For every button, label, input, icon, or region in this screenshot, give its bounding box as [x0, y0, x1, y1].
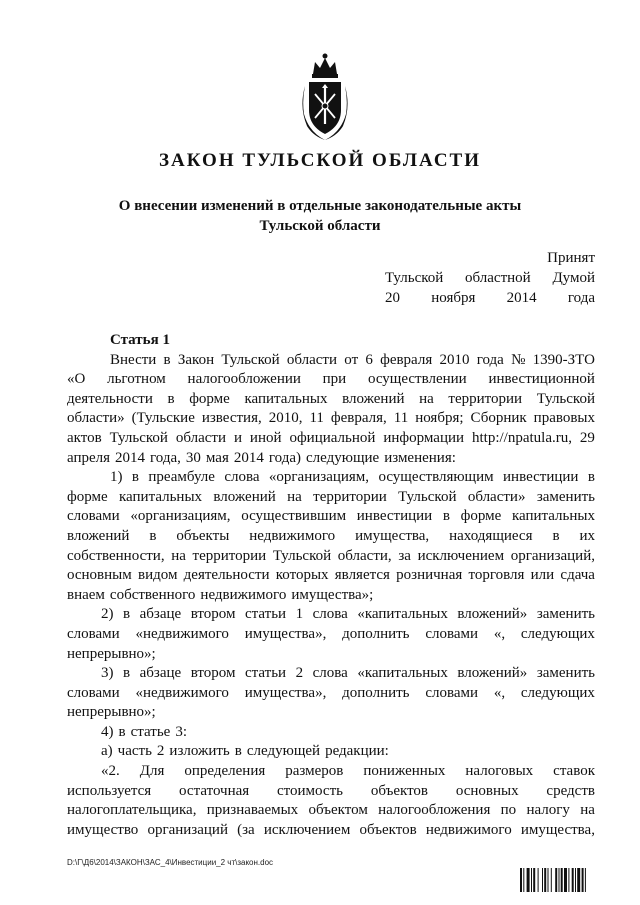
- article-word: 2010: [439, 351, 470, 368]
- article-word: пониженных: [363, 763, 446, 780]
- article-word: непрерывно»;: [67, 645, 156, 662]
- article-line: [67, 370, 595, 390]
- article-word: «недвижимого: [135, 684, 229, 701]
- article-line: [67, 723, 595, 743]
- adopted-date-part: 2014: [506, 290, 537, 306]
- article-line: [67, 684, 595, 704]
- article-word: в: [442, 508, 450, 525]
- barcode-bar: [555, 868, 557, 892]
- article-word: от: [344, 351, 359, 368]
- article-word: Тульской: [221, 351, 280, 368]
- article-line: [67, 566, 595, 586]
- article-word: осуществлении: [367, 371, 467, 388]
- article-word: ставок: [553, 763, 595, 780]
- article-word: 2010,: [268, 410, 303, 427]
- article-word: налогоплательщика,: [67, 802, 197, 819]
- article-word: объектов: [359, 821, 417, 838]
- article-word: в: [163, 351, 171, 368]
- article-word: слова: [224, 469, 260, 486]
- article-word: ноября;: [415, 410, 464, 427]
- article-word: 30: [185, 449, 201, 466]
- article-word: осуществляющим: [378, 469, 494, 486]
- article-word: иной: [249, 429, 282, 446]
- article-word: за: [398, 547, 411, 564]
- barcode-bar: [542, 868, 543, 892]
- article-word: сдача: [560, 567, 595, 584]
- article-word: статьи: [245, 665, 287, 682]
- article-word: словами: [67, 625, 120, 642]
- article-word: актов: [67, 429, 102, 446]
- article-word: организаций: [147, 821, 228, 838]
- article-word: а): [101, 743, 113, 760]
- article-word: 1390-ЗТО: [532, 351, 595, 368]
- article-word: апреля: [67, 449, 111, 466]
- article-word: правовых: [533, 410, 595, 427]
- article-word: недвижимого: [200, 586, 287, 603]
- barcode-bar: [577, 868, 580, 892]
- article-word: на: [171, 547, 186, 564]
- article-word: 11: [309, 410, 324, 427]
- article-word: словами: [67, 684, 120, 701]
- barcode-bar: [559, 868, 560, 892]
- law-title: ЗАКОН ТУЛЬСКОЙ ОБЛАСТИ: [158, 150, 482, 171]
- subtitle-line: О внесении изменений в отдельные законодательные акты: [118, 198, 522, 214]
- article-word: 1: [295, 606, 304, 623]
- article-word: налогу: [526, 802, 570, 819]
- article-word: на: [580, 802, 595, 819]
- barcode-bar: [548, 868, 549, 892]
- barcode-icon: [520, 868, 610, 892]
- article-word: осуществившим: [241, 508, 347, 525]
- article-word: преамбуле: [148, 469, 215, 486]
- article-line: [67, 351, 595, 371]
- article-word: деятельности: [183, 567, 270, 584]
- article-word: в: [149, 527, 157, 544]
- article-word: в: [552, 527, 560, 544]
- article-word: изложить: [169, 743, 230, 760]
- article-word: налогообложения: [378, 802, 491, 819]
- article-word: абзаце: [139, 665, 182, 682]
- article-word: используется: [67, 782, 152, 799]
- article-word: слова: [312, 665, 348, 682]
- article-word: года): [268, 449, 302, 466]
- article-word: форме: [189, 390, 230, 407]
- article-word: форме: [460, 508, 502, 525]
- article-word: статье: [130, 723, 171, 740]
- adopted-label: Принят: [547, 250, 595, 266]
- article-word: (за: [237, 821, 255, 838]
- article-word: деятельности: [67, 390, 153, 407]
- article-word: территории: [448, 390, 523, 407]
- article-word: области: [175, 429, 227, 446]
- article-line: [67, 664, 595, 684]
- article-word: капитальных: [244, 390, 328, 407]
- article-word: (Тульские: [131, 410, 195, 427]
- article-line: [67, 586, 595, 606]
- article-word: объекты: [176, 527, 230, 544]
- article-word: в: [167, 390, 175, 407]
- article-word: области»: [467, 488, 526, 505]
- article-line: [67, 547, 595, 567]
- article-word: слова: [312, 606, 348, 623]
- article-word: 11: [393, 410, 409, 427]
- article-word: на: [287, 488, 302, 505]
- article-text: [67, 351, 595, 841]
- article-word: в: [123, 606, 131, 623]
- article-word: Сборник: [470, 410, 527, 427]
- article-word: вложений»: [457, 665, 528, 682]
- article-word: втором: [190, 606, 236, 623]
- article-word: вложений»: [457, 606, 528, 623]
- article-word: Тульской: [272, 547, 332, 564]
- article-word: «,: [493, 684, 506, 701]
- article-word: их: [579, 527, 595, 544]
- article-word: 6: [365, 351, 373, 368]
- article-word: определения: [184, 763, 266, 780]
- barcode-bar: [523, 868, 524, 892]
- article-word: информации: [383, 429, 465, 446]
- article-word: словами: [67, 508, 120, 525]
- article-line: [67, 527, 595, 547]
- article-heading: Статья 1: [110, 332, 170, 348]
- article-word: имущества,: [520, 821, 595, 838]
- article-word: дополнить: [342, 684, 410, 701]
- article-word: размеров: [285, 763, 344, 780]
- article-word: 3:: [175, 723, 187, 740]
- article-word: вложений: [213, 488, 276, 505]
- article-word: имущества,: [355, 527, 430, 544]
- barcode-bar: [572, 868, 574, 892]
- article-word: собственности,: [67, 547, 165, 564]
- article-word: имущества»,: [244, 684, 327, 701]
- article-line: [67, 801, 595, 821]
- article-word: словами: [425, 625, 479, 642]
- article-word: мая: [205, 449, 229, 466]
- article-word: исключением: [417, 547, 505, 564]
- article-line: [67, 429, 595, 449]
- article-word: собственного: [109, 586, 196, 603]
- article-word: «,: [493, 625, 506, 642]
- article-word: 3): [101, 665, 114, 682]
- barcode-bar: [544, 868, 546, 892]
- adopted-date-part: года: [567, 290, 595, 306]
- article-word: основным: [67, 567, 132, 584]
- article-word: «2.: [101, 763, 120, 780]
- article-word: заменить: [536, 488, 595, 505]
- subtitle-line: Тульской области: [259, 218, 381, 234]
- article-word: вложений: [67, 527, 130, 544]
- article-line: [67, 468, 595, 488]
- barcode-bar: [568, 868, 569, 892]
- article-word: торговля: [468, 567, 525, 584]
- article-word: при: [322, 371, 347, 388]
- article-word: территории: [313, 488, 387, 505]
- article-word: области»: [67, 410, 125, 427]
- article-word: инвестиции: [356, 508, 433, 525]
- adopted-date-part: 20: [385, 290, 400, 306]
- article-word: следующих: [520, 625, 595, 642]
- article-word: признаваемых: [206, 802, 299, 819]
- article-word: статьи: [245, 606, 287, 623]
- article-word: официальной: [289, 429, 376, 446]
- article-word: февраля,: [330, 410, 387, 427]
- article-word: основных: [455, 782, 519, 799]
- article-word: по: [500, 802, 517, 819]
- article-word: имущество: [67, 821, 139, 838]
- article-word: 2014: [233, 449, 264, 466]
- article-word: года,: [150, 449, 181, 466]
- article-word: «организациям,: [130, 508, 231, 525]
- article-word: №: [511, 351, 526, 368]
- article-word: организаций,: [510, 547, 595, 564]
- article-word: следующей: [246, 743, 321, 760]
- barcode-bar: [585, 868, 586, 892]
- article-word: в: [123, 665, 131, 682]
- article-word: территории: [192, 547, 267, 564]
- article-word: или: [530, 567, 555, 584]
- article-word: Для: [139, 763, 165, 780]
- article-line: [67, 409, 595, 429]
- article-word: абзаце: [139, 606, 182, 623]
- barcode-bar: [582, 868, 584, 892]
- article-line: [67, 625, 595, 645]
- article-word: налоговых: [465, 763, 534, 780]
- adopted-by-word: областной: [465, 270, 531, 286]
- article-word: льготном: [107, 371, 166, 388]
- article-word: «капитальных: [357, 606, 448, 623]
- article-word: 2): [101, 606, 114, 623]
- barcode-bar: [551, 868, 552, 892]
- article-line: [67, 605, 595, 625]
- article-word: года: [476, 351, 504, 368]
- barcode-bar: [575, 868, 576, 892]
- article-word: исключением: [263, 821, 351, 838]
- article-line: [67, 762, 595, 782]
- barcode-bar: [527, 868, 530, 892]
- barcode-bar: [531, 868, 532, 892]
- article-word: известия,: [201, 410, 262, 427]
- article-word: в: [587, 469, 595, 486]
- adopted-by: [385, 268, 595, 288]
- adopted-date-part: ноября: [431, 290, 476, 306]
- article-word: Тульской: [109, 429, 168, 446]
- article-line: [67, 782, 595, 802]
- article-word: объектов: [370, 782, 429, 799]
- article-word: средств: [546, 782, 595, 799]
- article-word: 29: [579, 429, 595, 446]
- tula-coat-of-arms-icon: [295, 52, 355, 144]
- adopted-by-word: Тульской: [385, 270, 444, 286]
- adoption-block: [385, 248, 595, 308]
- article-line: [67, 488, 595, 508]
- article-word: втором: [190, 665, 236, 682]
- article-word: на: [419, 390, 434, 407]
- article-word: следующие: [306, 449, 380, 466]
- article-word: форме: [67, 488, 108, 505]
- article-word: налогообложении: [187, 371, 301, 388]
- article-word: «О: [67, 371, 86, 388]
- file-path-footer: D:\Г\Д6\2014\ЗАКОН\ЗАС_4\Инвестиции_2 чт\закон.doc: [67, 858, 274, 867]
- article-line: [67, 821, 595, 841]
- article-word: 2: [156, 743, 165, 760]
- article-word: капитальных: [119, 488, 203, 505]
- article-word: заменить: [536, 606, 595, 623]
- article-line: [67, 390, 595, 410]
- adopted-date: [385, 288, 595, 308]
- article-word: области,: [337, 547, 392, 564]
- article-word: видом: [137, 567, 178, 584]
- article-word: «недвижимого: [135, 625, 229, 642]
- article-word: инвестиции: [503, 469, 579, 486]
- article-word: розничная: [396, 567, 463, 584]
- article-word: имущества»;: [291, 586, 374, 603]
- article-word: внаем: [67, 586, 105, 603]
- article-word: находящиеся: [449, 527, 533, 544]
- article-word: Тульской: [536, 390, 595, 407]
- article-line: [67, 742, 595, 762]
- article-word: недвижимого: [249, 527, 336, 544]
- article-word: в: [118, 723, 126, 740]
- article-word: Тульской: [398, 488, 457, 505]
- barcode-bar: [533, 868, 535, 892]
- article-word: часть: [117, 743, 152, 760]
- article-word: непрерывно»;: [67, 704, 156, 721]
- article-word: Внести: [110, 351, 157, 368]
- article-word: которых: [275, 567, 329, 584]
- article-word: следующих: [520, 684, 595, 701]
- article-word: области: [286, 351, 338, 368]
- article-word: остаточная: [179, 782, 250, 799]
- article-word: изменения:: [384, 449, 456, 466]
- barcode-bar: [538, 868, 539, 892]
- article-word: и: [233, 429, 242, 446]
- article-line: [67, 449, 595, 469]
- article-word: стоимость: [277, 782, 343, 799]
- article-word: имущества»,: [244, 625, 327, 642]
- law-subtitle: [0, 196, 640, 236]
- article-body: [67, 331, 595, 840]
- article-word: февраля: [380, 351, 433, 368]
- barcode-bar: [561, 868, 563, 892]
- article-line: [67, 703, 595, 723]
- article-word: капитальных: [511, 508, 595, 525]
- article-word: вложений: [342, 390, 405, 407]
- article-word: http://npatula.ru,: [472, 429, 572, 446]
- article-word: Закон: [177, 351, 215, 368]
- article-word: объектом: [308, 802, 368, 819]
- article-word: является: [334, 567, 390, 584]
- article-word: недвижимого: [425, 821, 512, 838]
- article-word: редакции:: [325, 743, 389, 760]
- article-line: [67, 507, 595, 527]
- article-word: «организациям,: [268, 469, 370, 486]
- article-word: 1): [110, 469, 123, 486]
- article-word: дополнить: [342, 625, 410, 642]
- article-word: 4): [101, 723, 114, 740]
- barcode-bar: [520, 868, 522, 892]
- article-word: заменить: [536, 665, 595, 682]
- article-word: инвестиционной: [488, 371, 595, 388]
- article-word: 2: [295, 665, 304, 682]
- article-word: словами: [425, 684, 479, 701]
- article-word: в: [131, 469, 139, 486]
- adopted-by-word: Думой: [552, 270, 595, 286]
- article-word: «капитальных: [357, 665, 448, 682]
- article-word: в: [234, 743, 242, 760]
- article-word: 2014: [115, 449, 146, 466]
- barcode-bar: [564, 868, 567, 892]
- article-line: [67, 645, 595, 665]
